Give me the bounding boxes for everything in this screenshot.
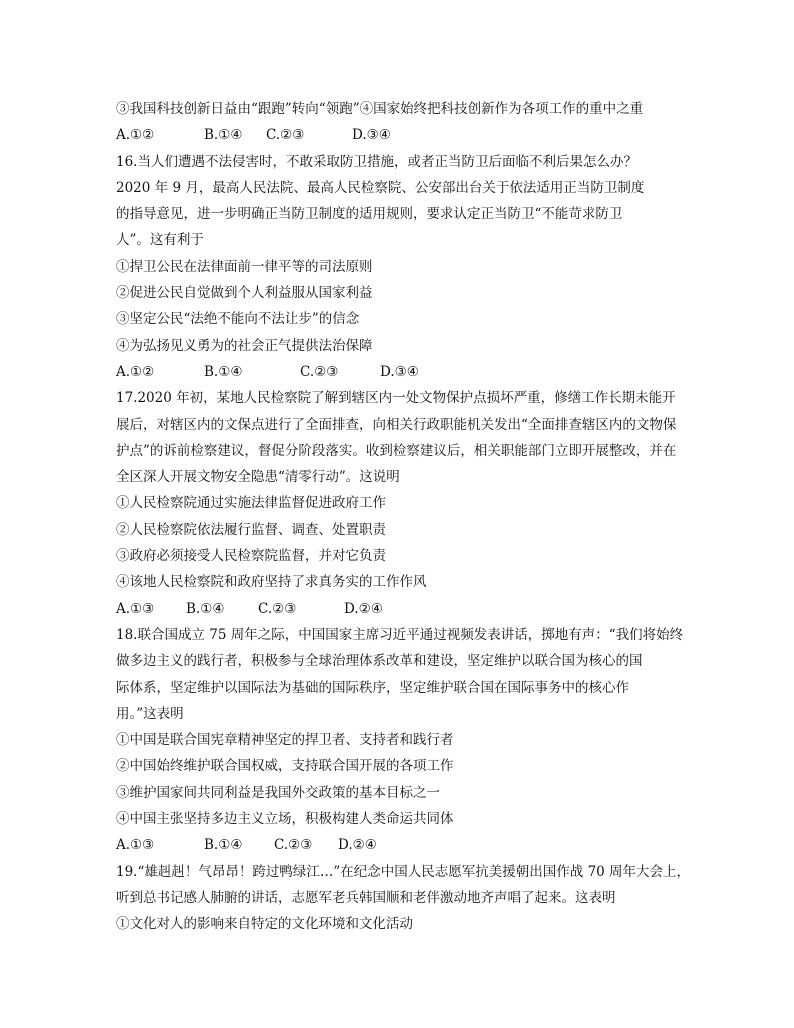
q17-option-2: ②人民检察院依法履行监督、调查、处置职责 xyxy=(116,521,386,538)
q19-option-1: ①文化对人的影响来自特定的文化环境和文化活动 xyxy=(116,916,413,933)
q17-option-4: ④该地人民检察院和政府坚持了求真务实的工作作风 xyxy=(116,574,427,591)
q19-stem-line-1: 19.“雄赳赳！气昂昂！跨过鸭绿江…”在纪念中国人民志愿军抗美援朝出国作战 70 周年大会上， xyxy=(116,863,691,880)
q16-choice-d: D.③④ xyxy=(380,363,419,380)
q17-choice-a: A.①③ xyxy=(116,600,155,617)
q18-choice-a: A.①③ xyxy=(116,837,155,854)
q17-option-1: ①人民检察院通过实施法律监督促进政府工作 xyxy=(116,495,386,512)
q16-choices xyxy=(116,359,696,385)
q17-stem-line-1: 17.2020 年初，某地人民检察院了解到辖区内一处文物保护点损坏严重，修缮工作长期未能开 xyxy=(116,390,676,407)
q18-stem-line-4: 用。”这表明 xyxy=(116,705,184,722)
q17-stem-line-2: 展后，对辖区内的文保点进行了全面排查，向相关行政职能机关发出“全面排查辖区内的文物保 xyxy=(116,416,677,433)
q16-stem-line-4: 人”。这有利于 xyxy=(116,232,204,249)
q18-option-2: ②中国始终维护联合国权威，支持联合国开展的各项工作 xyxy=(116,758,454,775)
q17-choices xyxy=(116,596,696,622)
q15-option-3-4: ③我国科技创新日益由“跟跑”转向“领跑”④国家始终把科技创新作为各项工作的重中之重 xyxy=(116,101,644,117)
q17-choice-c: C.②③ xyxy=(258,600,297,617)
q16-option-3: ③坚定公民“法绝不能向不法让步”的信念 xyxy=(116,311,360,328)
q19-stem-line-2: 听到总书记感人肺腑的讲话，志愿军老兵韩国顺和老伴激动地齐声唱了起来。这表明 xyxy=(116,889,616,906)
q17-stem-line-4: 全区深人开展文物安全隐患“清零行动”。这说明 xyxy=(116,469,400,486)
q15-choices xyxy=(116,122,696,148)
q18-choices xyxy=(116,832,696,858)
q18-choice-d: D.②④ xyxy=(338,837,377,854)
q16-stem-line-1: 16.当人们遭遇不法侵害时，不敢采取防卫措施，或者正当防卫后面临不利后果怎么办？ xyxy=(116,153,637,170)
q16-stem-line-2: 2020 年 9 月，最高人民法院、最高人民检察院、公安部出台关于依法适用正当防卫制度 xyxy=(116,179,645,196)
q18-choice-b: B.①④ xyxy=(204,837,243,854)
q16-stem-line-3: 的指导意见，进一步明确正当防卫制度的适用规则，要求认定正当防卫“不能苛求防卫 xyxy=(116,206,623,223)
q17-choice-d: D.②④ xyxy=(344,600,383,617)
q18-option-4: ④中国主张坚持多边主义立场，积极构建人类命运共同体 xyxy=(116,811,454,828)
q16-choice-b: B.①④ xyxy=(204,363,243,380)
q18-stem-line-3: 际体系，坚定维护以国际法为基础的国际秩序，坚定维护联合国在国际事务中的核心作 xyxy=(116,679,629,696)
q15-choice-d: D.③④ xyxy=(352,127,391,144)
q18-choice-c: C.②③ xyxy=(274,837,313,854)
exam-page xyxy=(116,96,696,938)
q15-choice-c: C.②③ xyxy=(266,127,305,144)
q18-stem-line-1: 18.联合国成立 75 周年之际，中国国家主席习近平通过视频发表讲话，掷地有声：“我们将始终 xyxy=(116,626,684,643)
q18-stem-line-2: 做多边主义的践行者，积极参与全球治理体系改革和建设，坚定维护以联合国为核心的国 xyxy=(116,653,643,670)
q16-choice-c: C.②③ xyxy=(300,363,339,380)
q16-option-2: ②促进公民自觉做到个人利益服从国家利益 xyxy=(116,285,373,302)
q17-option-3: ③政府必须接受人民检察院监督，并对它负责 xyxy=(116,548,386,565)
q16-choice-a: A.①② xyxy=(116,363,155,380)
q15-choice-b: B.①④ xyxy=(204,127,243,144)
q17-choice-b: B.①④ xyxy=(186,600,225,617)
q18-option-1: ①中国是联合国宪章精神坚定的捍卫者、支持者和践行者 xyxy=(116,732,454,749)
q16-option-4: ④为弘扬见义勇为的社会正气提供法治保障 xyxy=(116,337,373,354)
q15-choice-a: A.①② xyxy=(116,127,155,144)
q17-stem-line-3: 护点”的诉前检察建议，督促分阶段落实。收到检察建议后，相关职能部门立即开展整改，并在 xyxy=(116,442,677,459)
q16-option-1: ①捍卫公民在法律面前一律平等的司法原则 xyxy=(116,258,373,275)
q18-option-3: ③维护国家间共同利益是我国外交政策的基本目标之一 xyxy=(116,784,440,801)
